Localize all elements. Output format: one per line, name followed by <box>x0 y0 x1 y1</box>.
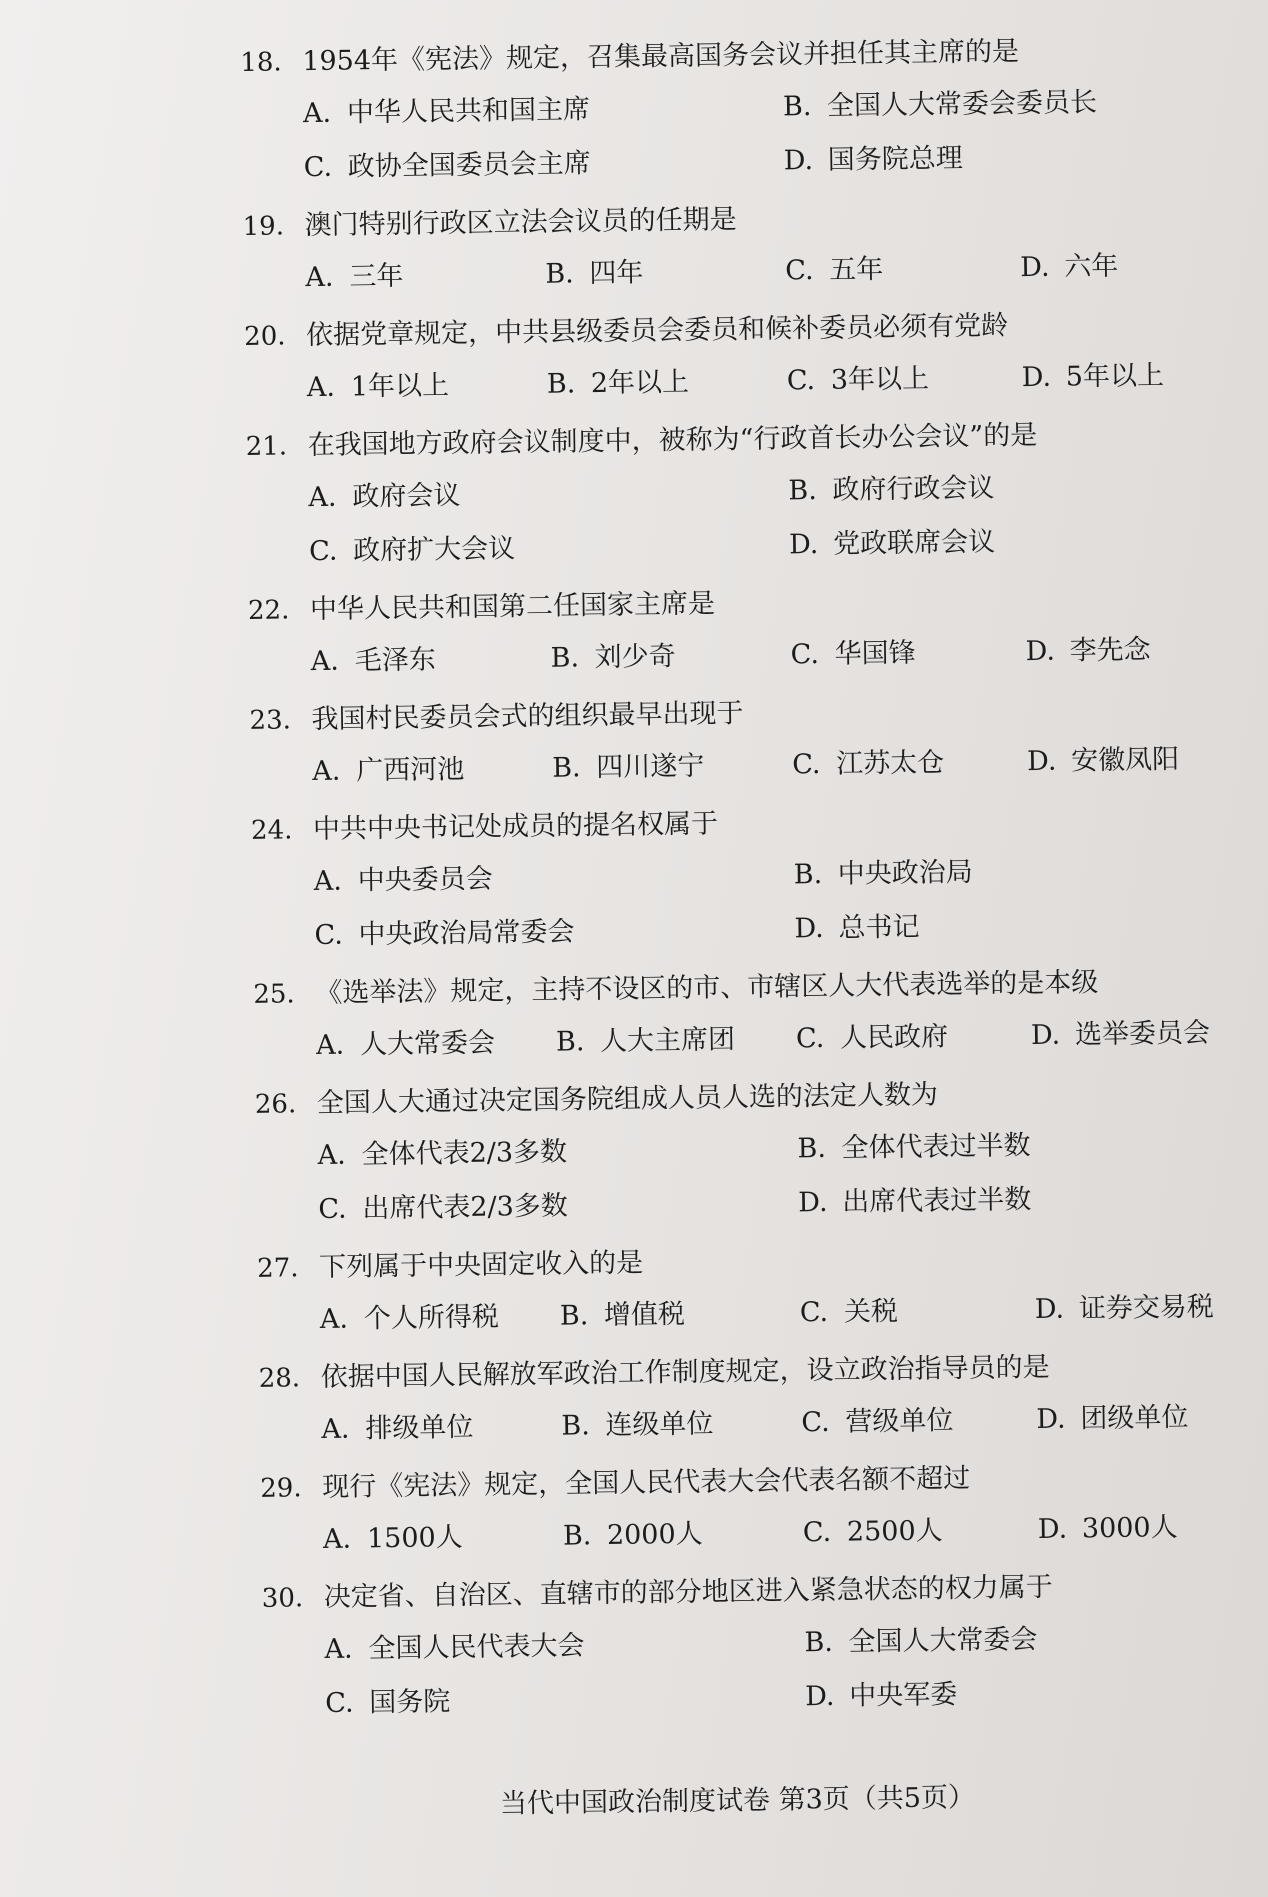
question-item <box>245 409 1207 580</box>
question-item <box>242 189 1203 306</box>
option-b: B. 政府行政会议 <box>788 472 995 507</box>
option-d: D. 证券交易税 <box>1034 1291 1215 1326</box>
page-footer: 当代中国政治制度试卷 第3页（共5页） <box>499 1782 976 1820</box>
option-a: A. 1500人 <box>322 1522 463 1555</box>
question-item <box>249 683 1210 800</box>
option-d: D. 党政联席会议 <box>788 526 996 561</box>
option-d: D. 国务院总理 <box>783 142 963 177</box>
option-a: A. 个人所得税 <box>319 1301 500 1336</box>
option-c: C. 3年以上 <box>786 363 930 397</box>
question-stem: 下列属于中央固定收入的是 <box>318 1247 644 1284</box>
question-item <box>244 299 1205 416</box>
option-b: B. 全国人大常委会 <box>804 1624 1038 1659</box>
question-number: 19. <box>242 211 285 242</box>
option-a: A. 广西河池 <box>312 753 465 788</box>
option-d: D. 团级单位 <box>1036 1401 1189 1436</box>
option-d: D. 李先念 <box>1025 634 1151 668</box>
option-c: C. 2500人 <box>802 1515 943 1549</box>
option-b: B. 增值税 <box>559 1298 686 1332</box>
question-stem: 澳门特别行政区立法会议员的任期是 <box>304 204 737 242</box>
question-number: 20. <box>243 321 286 352</box>
question-number: 23. <box>249 705 292 736</box>
question-item <box>258 1340 1219 1457</box>
option-b: B. 人大主席团 <box>555 1024 736 1058</box>
question-item <box>240 25 1202 196</box>
question-stem: 《选举法》规定，主持不设区的市、市辖区人大代表选举的是本级 <box>315 967 1099 1010</box>
option-b: B. 中央政治局 <box>793 856 973 891</box>
question-item <box>248 573 1209 690</box>
question-number: 30. <box>261 1583 304 1614</box>
option-c: C. 人民政府 <box>795 1021 949 1055</box>
question-number: 22. <box>247 595 290 626</box>
question-number: 27. <box>256 1253 299 1284</box>
question-number: 25. <box>253 979 295 1010</box>
option-a: A. 毛泽东 <box>310 644 436 678</box>
option-d: D. 中央军委 <box>804 1679 958 1713</box>
question-stem: 在我国地方政府会议制度中，被称为“行政首长办公会议”的是 <box>307 419 1038 462</box>
option-a: A. 政府会议 <box>308 479 461 514</box>
option-d: D. 总书记 <box>794 911 920 945</box>
question-stem: 现行《宪法》规定，全国人民代表大会代表名额不超过 <box>322 1462 971 1503</box>
option-d: D. 出席代表过半数 <box>798 1184 1032 1219</box>
option-c: C. 营级单位 <box>801 1405 954 1439</box>
option-b: B. 连级单位 <box>561 1408 714 1442</box>
option-d: D. 选举委员会 <box>1030 1017 1211 1052</box>
question-item <box>253 957 1214 1074</box>
option-d: D. 5年以上 <box>1021 360 1165 394</box>
option-c: C. 政协全国委员会主席 <box>303 148 592 184</box>
option-c: C. 政府扩大会议 <box>308 533 516 568</box>
option-b: B. 全体代表过半数 <box>797 1130 1031 1165</box>
option-c: C. 五年 <box>785 254 884 287</box>
option-b: B. 四川遂宁 <box>552 750 705 784</box>
option-b: B. 四年 <box>545 257 644 290</box>
option-c: C. 华国锋 <box>790 637 916 671</box>
question-list <box>240 25 1224 1738</box>
question-stem: 中共中央书记处成员的提名权属于 <box>312 808 719 846</box>
option-b: B. 2000人 <box>562 1518 703 1552</box>
option-a: A. 三年 <box>305 260 404 294</box>
question-stem: 依据中国人民解放军政治工作制度规定，设立政治指导员的是 <box>320 1351 1050 1394</box>
option-c: C. 国务院 <box>325 1686 451 1719</box>
question-number: 21. <box>245 431 288 462</box>
question-item <box>260 1450 1221 1567</box>
question-stem: 全国人大通过决定国务院组成人员人选的法定人数为 <box>316 1079 939 1120</box>
question-item <box>255 1066 1217 1237</box>
question-stem: 依据党章规定，中共县级委员会委员和候补委员必须有党龄 <box>305 310 1009 352</box>
question-number: 24. <box>250 815 293 846</box>
option-c: C. 江苏太仓 <box>791 747 945 781</box>
option-a: A. 全国人民代表大会 <box>324 1630 585 1665</box>
option-a: A. 排级单位 <box>321 1411 474 1445</box>
question-item <box>251 793 1213 964</box>
option-b: B. 全国人大常委会委员长 <box>782 87 1098 123</box>
question-number: 29. <box>260 1473 302 1504</box>
option-d: D. 3000人 <box>1037 1512 1178 1546</box>
question-item <box>257 1230 1218 1347</box>
option-c: C. 出席代表2/3多数 <box>318 1190 569 1226</box>
option-a: A. 中华人民共和国主席 <box>302 94 591 130</box>
option-a: A. 人大常委会 <box>315 1027 496 1062</box>
option-c: C. 中央政治局常委会 <box>314 916 575 952</box>
option-b: B. 刘少奇 <box>550 640 676 674</box>
option-c: C. 关税 <box>799 1295 899 1329</box>
question-number: 18. <box>240 47 282 78</box>
option-b: B. 2年以上 <box>546 366 690 400</box>
option-d: D. 安徽凤阳 <box>1026 743 1180 778</box>
option-a: A. 全体代表2/3多数 <box>317 1136 568 1172</box>
question-stem: 1954年《宪法》规定，召集最高国务会议并担任其主席的是 <box>302 36 1020 78</box>
question-stem: 决定省、自治区、直辖市的部分地区进入紧急状态的权力属于 <box>323 1571 1053 1613</box>
option-a: A. 中央委员会 <box>313 863 493 898</box>
question-number: 26. <box>254 1089 297 1120</box>
question-stem: 中华人民共和国第二任国家主席是 <box>309 588 716 626</box>
option-a: A. 1年以上 <box>306 370 450 404</box>
question-item <box>261 1560 1223 1731</box>
option-d: D. 六年 <box>1020 250 1119 284</box>
question-number: 28. <box>258 1363 301 1394</box>
question-stem: 我国村民委员会式的组织最早出现于 <box>311 698 744 736</box>
